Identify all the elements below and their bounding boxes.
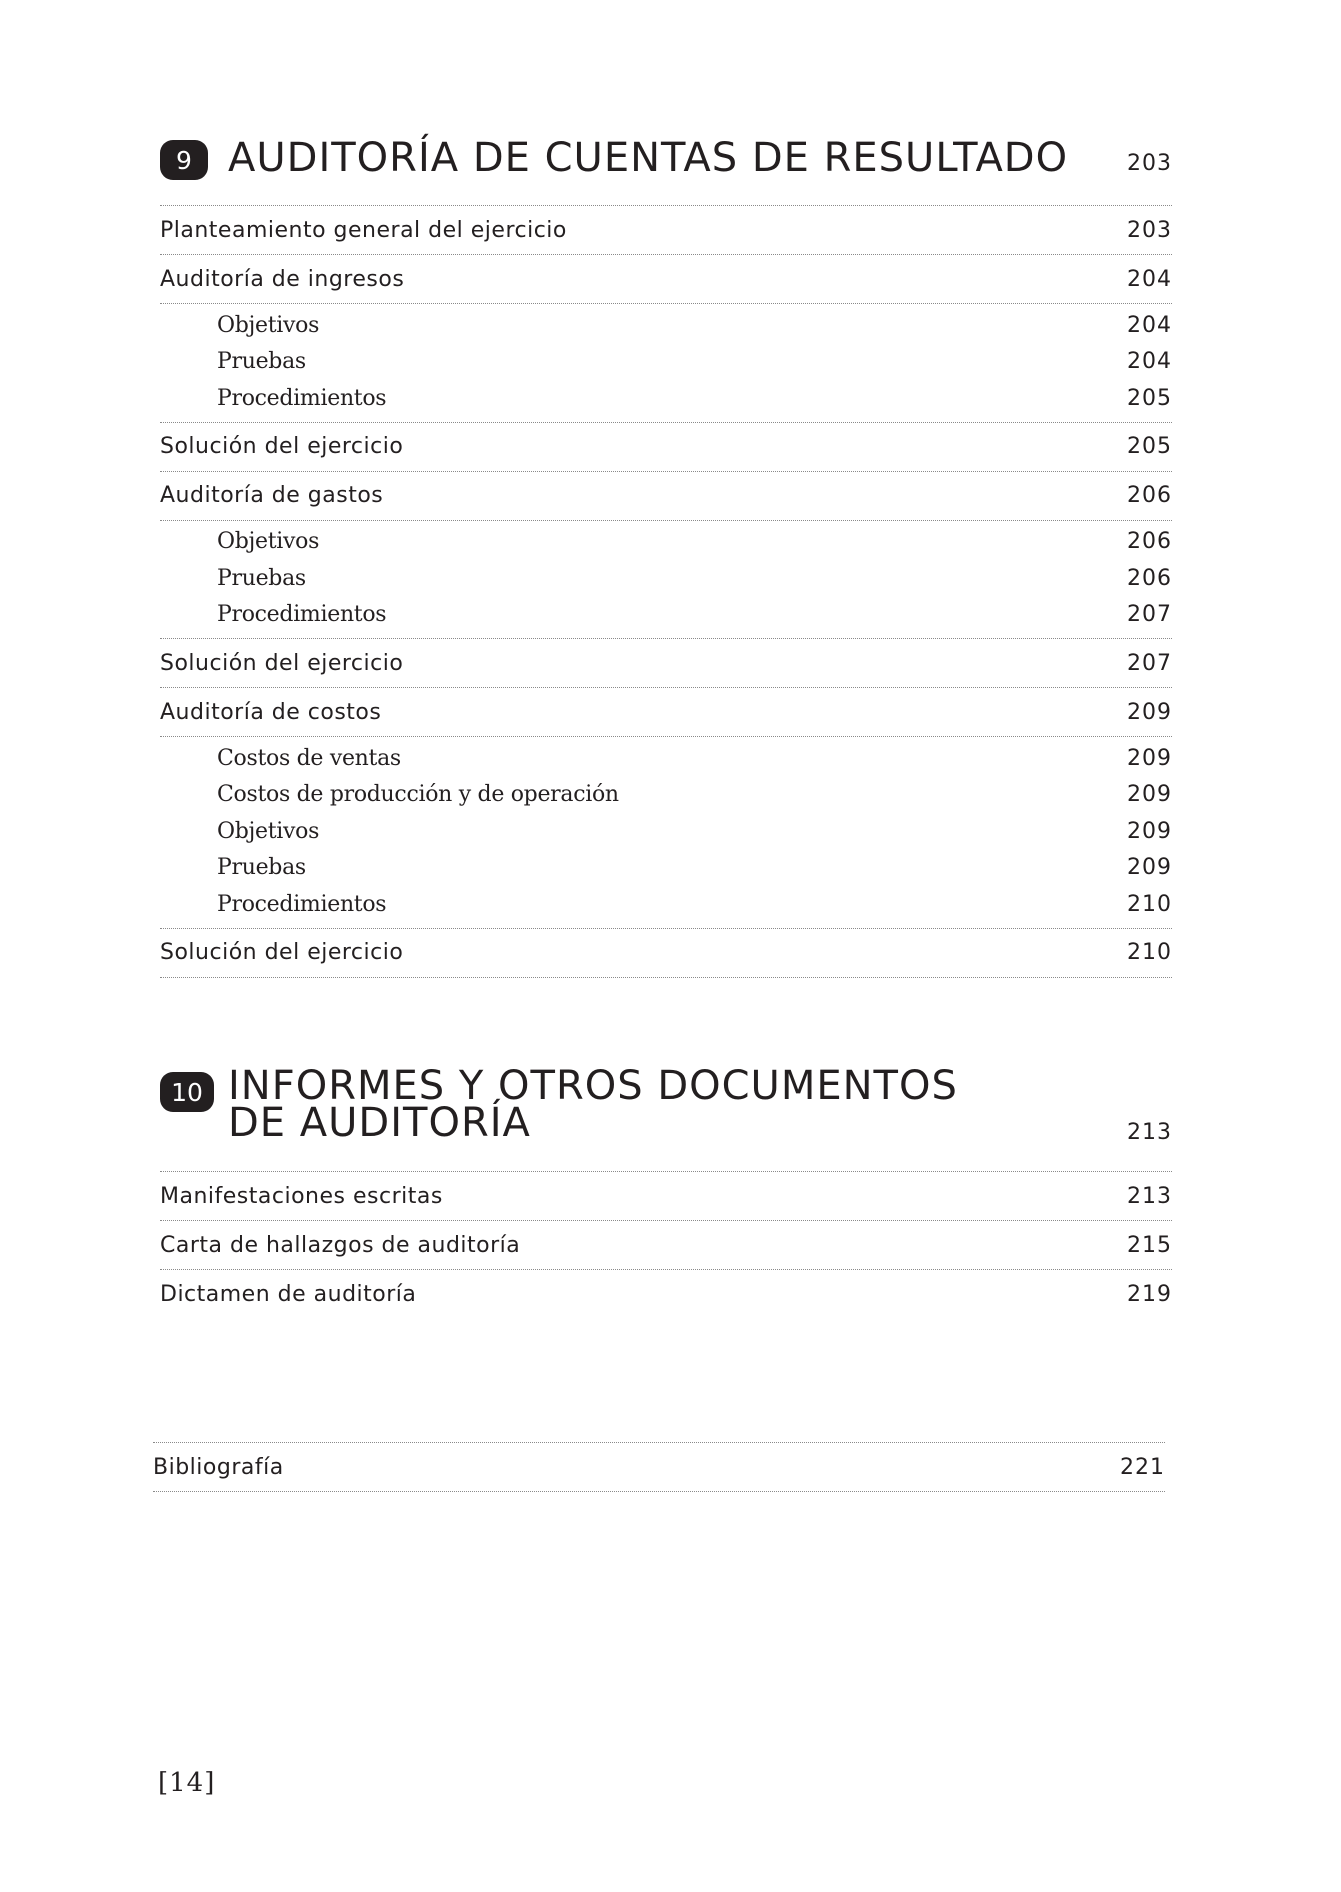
subsection-page: 204 xyxy=(1127,349,1172,375)
subsection-label: Costos de producción y de operación xyxy=(217,782,619,808)
toc-subsection[interactable] xyxy=(160,777,1172,814)
chapter-9-sections xyxy=(160,205,1172,978)
toc-subsection[interactable] xyxy=(160,813,1172,850)
chapter-9-header xyxy=(160,136,1172,204)
toc-subsection[interactable] xyxy=(160,850,1172,887)
bibliography-page: 221 xyxy=(1120,1454,1165,1480)
subsection-page: 210 xyxy=(1127,891,1172,917)
toc-subsection[interactable] xyxy=(160,307,1172,344)
section-page: 205 xyxy=(1127,434,1172,459)
section-page: 207 xyxy=(1127,650,1172,676)
subsection-group xyxy=(160,304,1172,423)
section-page: 206 xyxy=(1127,483,1172,508)
section-label: Planteamiento general del ejercicio xyxy=(160,217,567,243)
subsection-page: 207 xyxy=(1127,602,1172,628)
chapter-title xyxy=(228,135,1069,181)
subsection-label: Costos de ventas xyxy=(217,745,401,771)
section-label: Carta de hallazgos de auditoría xyxy=(160,1232,521,1258)
section-page: 210 xyxy=(1127,940,1172,965)
section-label: Auditoría de gastos xyxy=(160,483,384,508)
section-page: 219 xyxy=(1127,1281,1172,1307)
section-page: 213 xyxy=(1127,1183,1172,1209)
chapter-number-badge: 10 xyxy=(160,1072,214,1112)
toc-section[interactable] xyxy=(160,255,1172,304)
toc-section[interactable] xyxy=(160,1221,1172,1270)
subsection-label: Procedimientos xyxy=(217,385,387,411)
chapter-title xyxy=(228,1063,958,1146)
subsection-page: 204 xyxy=(1127,312,1172,338)
subsection-group xyxy=(160,737,1172,929)
toc-section[interactable] xyxy=(160,1270,1172,1318)
toc-subsection[interactable] xyxy=(160,597,1172,634)
section-page: 215 xyxy=(1127,1232,1172,1258)
toc-section[interactable] xyxy=(160,206,1172,255)
toc-subsection[interactable] xyxy=(160,524,1172,561)
toc-section[interactable] xyxy=(160,688,1172,737)
subsection-page: 209 xyxy=(1127,782,1172,808)
page-folio: [14] xyxy=(158,1768,216,1798)
toc-subsection[interactable] xyxy=(160,560,1172,597)
chapter-page-number: 203 xyxy=(1127,151,1172,176)
toc-subsection[interactable] xyxy=(160,380,1172,417)
subsection-label: Procedimientos xyxy=(217,602,387,628)
subsection-label: Objetivos xyxy=(217,818,320,844)
chapter-page-number: 213 xyxy=(1127,1120,1172,1145)
toc-section[interactable] xyxy=(160,423,1172,472)
subsection-label: Pruebas xyxy=(217,565,306,591)
chapter-10-sections xyxy=(160,1171,1172,1318)
chapter-title-line: DE AUDITORÍA xyxy=(228,1100,531,1146)
section-label: Solución del ejercicio xyxy=(160,650,404,676)
chapter-10-header xyxy=(160,1063,1172,1170)
subsection-page: 206 xyxy=(1127,529,1172,555)
toc-subsection[interactable] xyxy=(160,886,1172,923)
toc-section[interactable] xyxy=(160,472,1172,521)
chapter-number-badge: 9 xyxy=(160,140,208,180)
toc-section[interactable] xyxy=(160,1172,1172,1221)
toc-section[interactable] xyxy=(160,929,1172,978)
bibliography-entry[interactable] xyxy=(153,1442,1165,1492)
subsection-page: 209 xyxy=(1127,855,1172,881)
subsection-page: 206 xyxy=(1127,565,1172,591)
section-page: 204 xyxy=(1127,266,1172,292)
chapter-title-line: INFORMES Y OTROS DOCUMENTOS xyxy=(228,1063,958,1109)
subsection-label: Procedimientos xyxy=(217,891,387,917)
subsection-label: Objetivos xyxy=(217,529,320,555)
subsection-group xyxy=(160,521,1172,640)
subsection-page: 209 xyxy=(1127,818,1172,844)
bibliography-label: Bibliografía xyxy=(153,1454,284,1480)
chapter-title-line: AUDITORÍA DE CUENTAS DE RESULTADO xyxy=(228,135,1069,181)
section-label: Manifestaciones escritas xyxy=(160,1183,443,1209)
toc-subsection[interactable] xyxy=(160,344,1172,381)
section-label: Solución del ejercicio xyxy=(160,940,404,965)
subsection-label: Objetivos xyxy=(217,312,320,338)
subsection-label: Pruebas xyxy=(217,855,306,881)
section-page: 203 xyxy=(1127,217,1172,243)
toc-section[interactable] xyxy=(160,639,1172,688)
section-page: 209 xyxy=(1127,699,1172,725)
section-label: Solución del ejercicio xyxy=(160,434,404,459)
section-label: Auditoría de costos xyxy=(160,699,382,725)
subsection-label: Pruebas xyxy=(217,349,306,375)
subsection-page: 209 xyxy=(1127,745,1172,771)
subsection-page: 205 xyxy=(1127,385,1172,411)
section-label: Auditoría de ingresos xyxy=(160,266,405,292)
toc-subsection[interactable] xyxy=(160,740,1172,777)
section-label: Dictamen de auditoría xyxy=(160,1281,417,1307)
